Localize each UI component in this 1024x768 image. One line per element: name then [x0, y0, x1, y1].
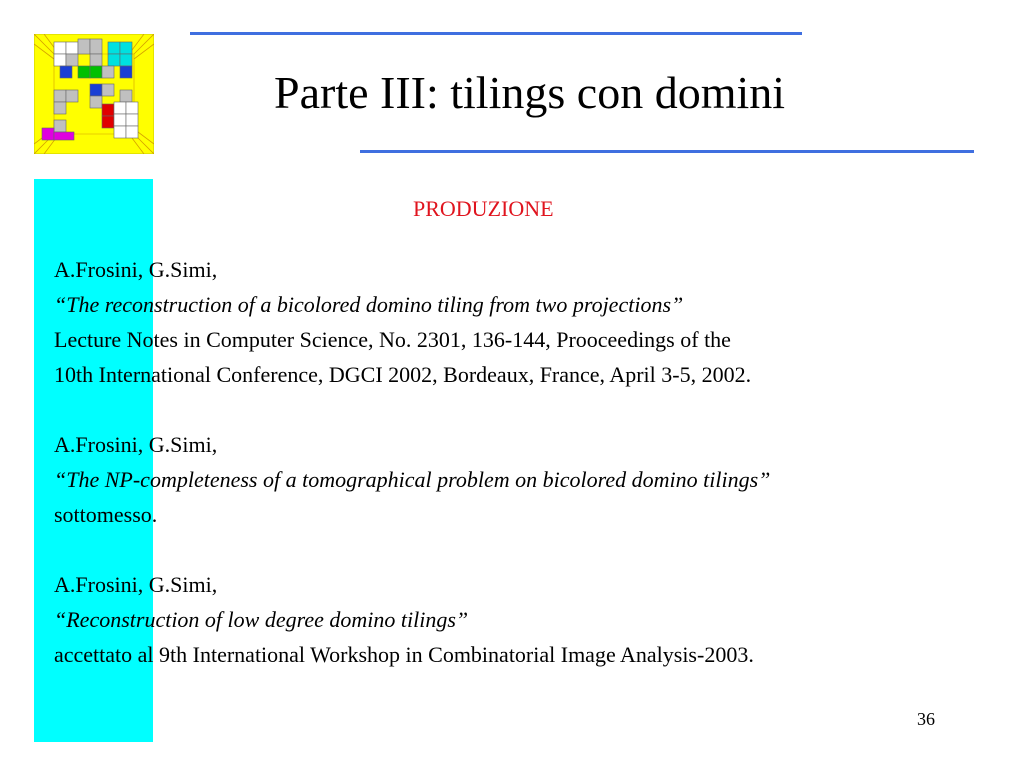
title-top-rule	[190, 32, 802, 35]
reference-venue: 10th International Conference, DGCI 2002, Bordeaux, France, April 3-5, 2002.	[54, 362, 752, 387]
page-number: 36	[917, 709, 935, 729]
reference-title: “The reconstruction of a bicolored domino tiling from two projections”	[54, 292, 684, 317]
reference-title: “The NP-completeness of a tomographical problem on bicolored domino tilings”	[54, 467, 771, 492]
reference-authors: A.Frosini, G.Simi,	[54, 257, 218, 282]
section-heading: PRODUZIONE	[413, 196, 554, 221]
reference-venue: accettato al 9th International Workshop in Combinatorial Image Analysis-2003.	[54, 642, 754, 667]
title-bottom-rule	[360, 150, 974, 153]
slide-title: Parte III: tilings con domini	[274, 67, 786, 118]
reference-item	[54, 427, 1014, 532]
reference-venue: sottomesso.	[54, 502, 158, 527]
reference-item	[54, 252, 1014, 392]
reference-venue: Lecture Notes in Computer Science, No. 2301, 136-144, Prooceedings of the	[54, 327, 731, 352]
reference-title: “Reconstruction of low degree domino tilings”	[54, 607, 469, 632]
reference-authors: A.Frosini, G.Simi,	[54, 572, 218, 597]
reference-list	[54, 252, 1014, 672]
reference-authors: A.Frosini, G.Simi,	[54, 432, 218, 457]
domino-tiling-logo	[34, 34, 154, 154]
reference-item	[54, 567, 1014, 672]
